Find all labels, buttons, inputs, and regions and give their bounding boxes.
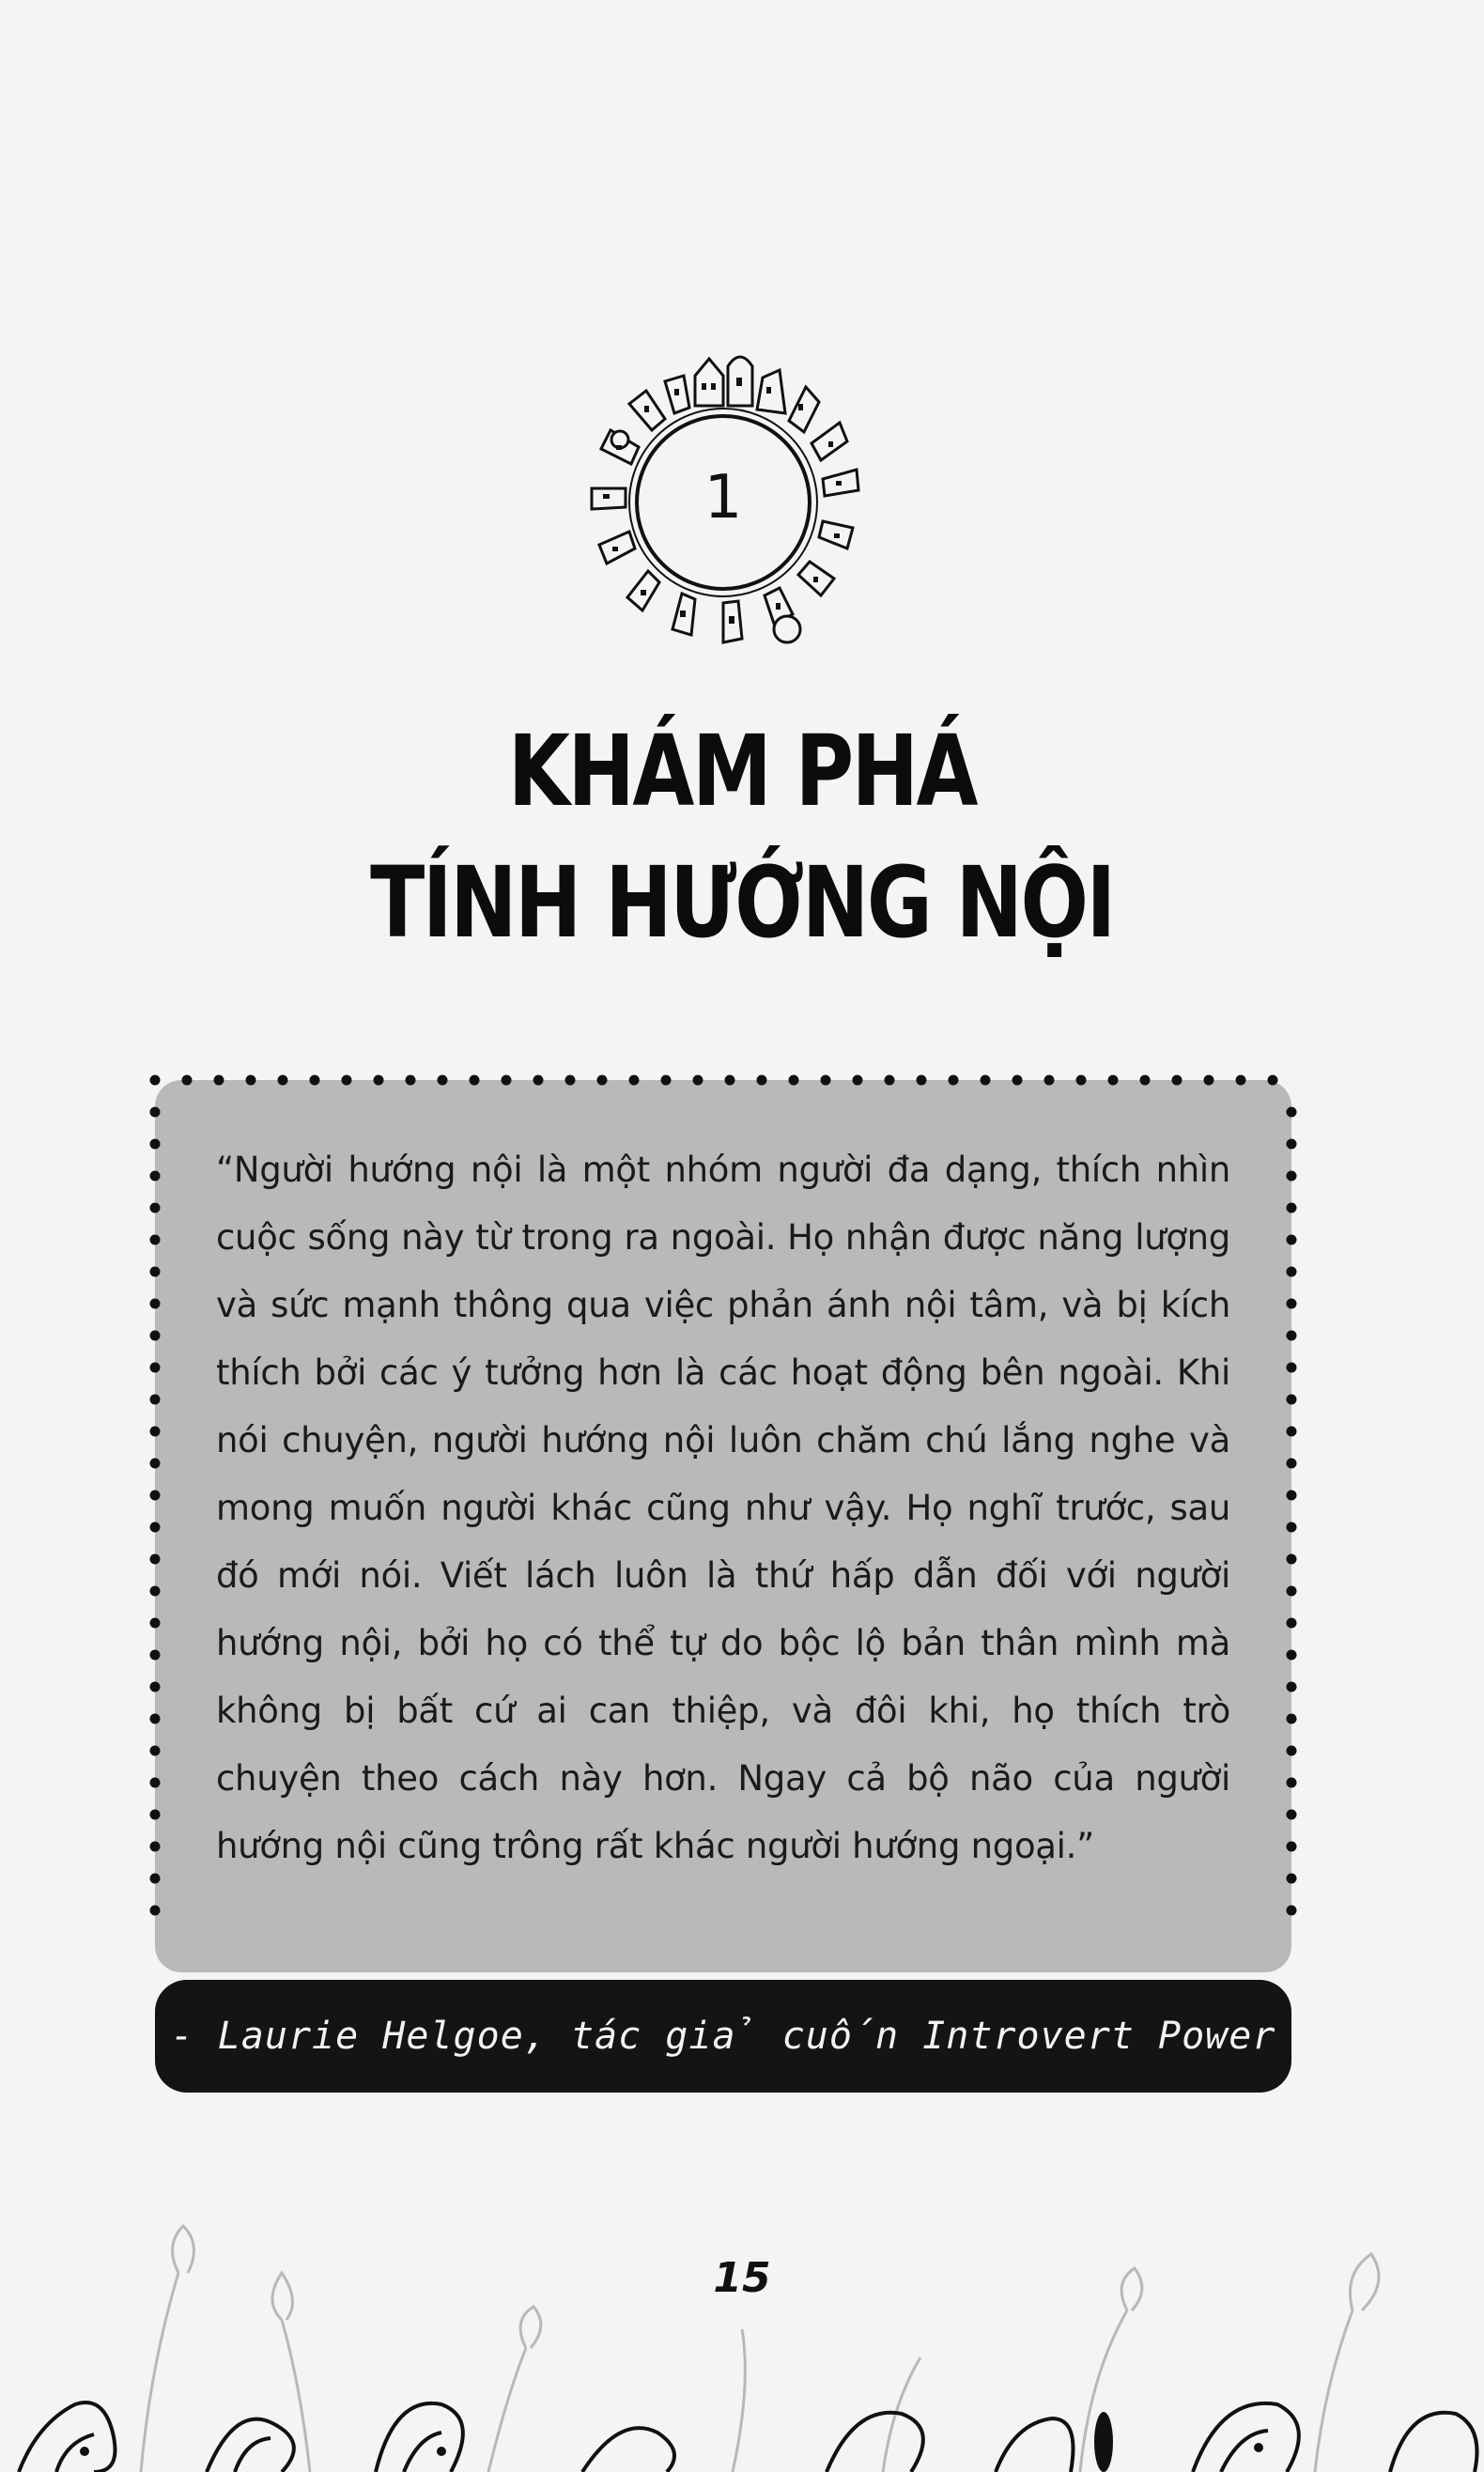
border-dot [150, 1427, 161, 1437]
page-number: 15 [713, 2254, 771, 2302]
border-dot [1287, 1171, 1297, 1182]
border-dot [150, 1395, 161, 1405]
border-dot [1287, 1139, 1297, 1150]
border-dot [693, 1075, 703, 1086]
border-dot [1287, 1650, 1297, 1661]
border-dot [1140, 1075, 1151, 1086]
border-dot [1287, 1554, 1297, 1565]
border-dot [182, 1075, 193, 1086]
border-dot [150, 1650, 161, 1661]
border-dot [502, 1075, 512, 1086]
border-dot [1204, 1075, 1214, 1086]
border-dot [150, 1139, 161, 1150]
border-dot [1076, 1075, 1087, 1086]
border-dot [214, 1075, 224, 1086]
border-dot [278, 1075, 288, 1086]
border-dot [150, 1299, 161, 1309]
border-dot [1013, 1075, 1023, 1086]
chapter-title-line-2: TÍNH HƯỚNG NỘI [370, 845, 1114, 960]
border-dot [150, 1363, 161, 1373]
border-dot [1287, 1618, 1297, 1629]
border-dot [1287, 1427, 1297, 1437]
border-dot [406, 1075, 416, 1086]
border-dot [533, 1075, 544, 1086]
border-dot [565, 1075, 576, 1086]
border-dot [1287, 1267, 1297, 1277]
border-dot [1287, 1746, 1297, 1756]
border-dot [150, 1778, 161, 1788]
border-dot [1287, 1203, 1297, 1213]
border-dot [1287, 1491, 1297, 1501]
floral-border-icon [0, 2217, 1484, 2472]
border-dot [150, 1810, 161, 1820]
border-dot [1287, 1874, 1297, 1884]
border-dot [1287, 1235, 1297, 1245]
border-dot [150, 1491, 161, 1501]
border-dot [310, 1075, 320, 1086]
border-dot [1287, 1586, 1297, 1597]
chapter-number: 1 [703, 463, 743, 533]
border-dot [885, 1075, 895, 1086]
border-dot [629, 1075, 640, 1086]
border-dot [1287, 1363, 1297, 1373]
border-dot [150, 1331, 161, 1341]
border-dot [661, 1075, 672, 1086]
border-dot [150, 1107, 161, 1118]
border-dot [150, 1682, 161, 1692]
border-dot [150, 1714, 161, 1724]
border-dot [917, 1075, 927, 1086]
border-dot [1287, 1778, 1297, 1788]
border-dot [821, 1075, 831, 1086]
border-dot [1108, 1075, 1119, 1086]
border-dot [1287, 1331, 1297, 1341]
border-dot [1287, 1459, 1297, 1469]
border-dot [150, 1906, 161, 1916]
border-dot [789, 1075, 799, 1086]
border-dot [374, 1075, 384, 1086]
chapter-title-line-1: KHÁM PHÁ [507, 714, 977, 828]
border-dot [725, 1075, 735, 1086]
border-dot [949, 1075, 959, 1086]
border-dot [150, 1554, 161, 1565]
border-dot [150, 1522, 161, 1533]
border-dot [150, 1459, 161, 1469]
border-dot [1287, 1107, 1297, 1118]
border-dot [150, 1267, 161, 1277]
border-dot [1268, 1075, 1278, 1086]
border-dot [438, 1075, 448, 1086]
border-dot [150, 1235, 161, 1245]
border-dot [1287, 1842, 1297, 1852]
border-dot [150, 1171, 161, 1182]
border-dot [1287, 1395, 1297, 1405]
border-dot [470, 1075, 480, 1086]
border-dot [150, 1203, 161, 1213]
border-dot [150, 1075, 161, 1086]
border-dot [981, 1075, 991, 1086]
border-dot [1287, 1714, 1297, 1724]
border-dot [150, 1618, 161, 1629]
quote-attribution: - Laurie Helgoe, tác giả cuốn Introvert Power [170, 2015, 1276, 2058]
border-dot [1287, 1299, 1297, 1309]
border-dot [246, 1075, 256, 1086]
border-dot [342, 1075, 352, 1086]
quote-text: “Người hướng nội là một nhóm người đa dạng, thích nhìn cuộc sống này từ trong ra ngoài. Họ nhận được năng lượng và sức mạnh thông qua việc phản ánh nội tâm, và bị kích thích bởi các ý tưởng hơn là các hoạt động bên ngoài. Khi nói chuyện, người hướng nội luôn chăm chú lắng nghe và mong muốn người khác cũng như vậy. Họ nghĩ trước, sau đó mới nói. Viết lách luôn là thứ hấp dẫn đối với người hướng nội, bởi họ có thể tự do bộc lộ bản thân mình mà không bị bất cứ ai can thiệp, và đôi khi, họ thích trò chuyện theo cách này hơn. Ngay cả bộ não của người hướng nội cũng trông rất khác người hướng ngoại.” [216, 1150, 1230, 1866]
chapter-badge [554, 329, 892, 667]
border-dot [1044, 1075, 1055, 1086]
border-dot [1236, 1075, 1246, 1086]
border-dot [150, 1842, 161, 1852]
border-dot [1287, 1810, 1297, 1820]
border-dot [853, 1075, 863, 1086]
border-dot [597, 1075, 608, 1086]
border-dot [150, 1874, 161, 1884]
border-dot [150, 1586, 161, 1597]
border-dot [757, 1075, 767, 1086]
quote-attribution-bar [155, 1980, 1291, 2093]
border-dot [1287, 1682, 1297, 1692]
border-dot [1287, 1906, 1297, 1916]
border-dot [1172, 1075, 1183, 1086]
border-dot [1287, 1522, 1297, 1533]
border-dot [150, 1746, 161, 1756]
